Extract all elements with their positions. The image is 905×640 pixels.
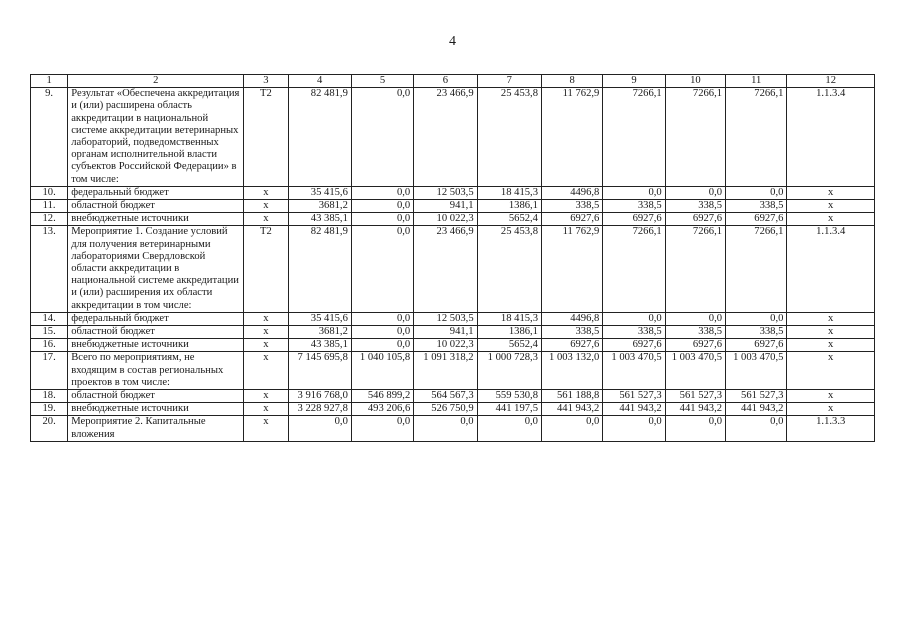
table-cell-col-12: х <box>787 213 875 226</box>
table-cell-col-5: 1 040 105,8 <box>351 352 413 390</box>
table-cell-col-9: 561 527,3 <box>603 390 665 403</box>
table-cell-col-5: 0,0 <box>351 339 413 352</box>
table-row <box>31 339 875 352</box>
table-row <box>31 200 875 213</box>
column-header-2: 2 <box>68 75 244 88</box>
table-cell-col-9: 441 943,2 <box>603 403 665 416</box>
table-cell-col-3: х <box>244 326 288 339</box>
table-cell-col-9: 0,0 <box>603 186 665 199</box>
table-cell-col-4: 7 145 695,8 <box>288 352 351 390</box>
table-cell-col-3: х <box>244 416 288 441</box>
table-cell-col-8: 11 762,9 <box>541 88 602 187</box>
table-cell-col-8: 4496,8 <box>541 186 602 199</box>
table-cell-col-10: 338,5 <box>665 326 725 339</box>
table-row <box>31 226 875 312</box>
table-cell-col-3: х <box>244 339 288 352</box>
table-cell-col-9: 338,5 <box>603 200 665 213</box>
table-cell-col-10: 561 527,3 <box>665 390 725 403</box>
table-cell-col-2: внебюджетные источники <box>68 339 244 352</box>
table-cell-col-4: 35 415,6 <box>288 312 351 325</box>
table-cell-col-2: областной бюджет <box>68 390 244 403</box>
table-cell-col-5: 0,0 <box>351 200 413 213</box>
table-cell-col-10: 6927,6 <box>665 213 725 226</box>
column-header-6: 6 <box>414 75 477 88</box>
table-cell-col-11: 338,5 <box>726 200 787 213</box>
table-cell-col-1: 18. <box>31 390 68 403</box>
header-row <box>31 75 875 88</box>
table-cell-col-4: 82 481,9 <box>288 88 351 187</box>
table-cell-col-12: х <box>787 326 875 339</box>
table-cell-col-9: 7266,1 <box>603 226 665 312</box>
table-cell-col-10: 0,0 <box>665 186 725 199</box>
table-cell-col-8: 561 188,8 <box>541 390 602 403</box>
table-cell-col-11: 0,0 <box>726 186 787 199</box>
table-cell-col-6: 526 750,9 <box>414 403 477 416</box>
table-row <box>31 326 875 339</box>
table-cell-col-6: 0,0 <box>414 416 477 441</box>
table-cell-col-5: 0,0 <box>351 186 413 199</box>
table-cell-col-10: 0,0 <box>665 416 725 441</box>
table-cell-col-5: 493 206,6 <box>351 403 413 416</box>
table-row <box>31 416 875 441</box>
table-cell-col-7: 1386,1 <box>477 200 541 213</box>
table-cell-col-12: х <box>787 403 875 416</box>
table-cell-col-6: 23 466,9 <box>414 88 477 187</box>
table-cell-col-10: 338,5 <box>665 200 725 213</box>
table-cell-col-12: х <box>787 339 875 352</box>
table-cell-col-10: 6927,6 <box>665 339 725 352</box>
table-cell-col-11: 0,0 <box>726 416 787 441</box>
table-cell-col-10: 1 003 470,5 <box>665 352 725 390</box>
table-cell-col-6: 564 567,3 <box>414 390 477 403</box>
column-header-3: 3 <box>244 75 288 88</box>
table-cell-col-1: 20. <box>31 416 68 441</box>
table-row <box>31 312 875 325</box>
column-header-9: 9 <box>603 75 665 88</box>
table-cell-col-5: 0,0 <box>351 416 413 441</box>
table-cell-col-9: 6927,6 <box>603 339 665 352</box>
table-cell-col-1: 10. <box>31 186 68 199</box>
table-cell-col-7: 1 000 728,3 <box>477 352 541 390</box>
table-cell-col-6: 1 091 318,2 <box>414 352 477 390</box>
table-row <box>31 403 875 416</box>
table-cell-col-9: 0,0 <box>603 416 665 441</box>
table-cell-col-7: 559 530,8 <box>477 390 541 403</box>
table-header <box>31 75 875 88</box>
table-cell-col-4: 3681,2 <box>288 326 351 339</box>
table-cell-col-2: внебюджетные источники <box>68 403 244 416</box>
table-cell-col-6: 12 503,5 <box>414 186 477 199</box>
table-cell-col-7: 0,0 <box>477 416 541 441</box>
table-cell-col-7: 25 453,8 <box>477 226 541 312</box>
table-cell-col-5: 546 899,2 <box>351 390 413 403</box>
table-cell-col-3: х <box>244 403 288 416</box>
table-cell-col-4: 3 228 927,8 <box>288 403 351 416</box>
table-cell-col-6: 941,1 <box>414 200 477 213</box>
table-cell-col-7: 441 197,5 <box>477 403 541 416</box>
table-cell-col-12: 1.1.3.4 <box>787 226 875 312</box>
table-cell-col-7: 1386,1 <box>477 326 541 339</box>
table-cell-col-3: х <box>244 200 288 213</box>
table-row <box>31 186 875 199</box>
column-header-5: 5 <box>351 75 413 88</box>
table-cell-col-1: 16. <box>31 339 68 352</box>
table-cell-col-3: х <box>244 213 288 226</box>
table-cell-col-6: 10 022,3 <box>414 213 477 226</box>
table-cell-col-10: 7266,1 <box>665 226 725 312</box>
table-cell-col-1: 12. <box>31 213 68 226</box>
table-cell-col-12: х <box>787 312 875 325</box>
table-cell-col-3: х <box>244 390 288 403</box>
table-cell-col-12: 1.1.3.4 <box>787 88 875 187</box>
table-cell-col-12: 1.1.3.3 <box>787 416 875 441</box>
table-cell-col-2: Мероприятие 2. Капитальные вложения <box>68 416 244 441</box>
table-cell-col-4: 3681,2 <box>288 200 351 213</box>
table-cell-col-4: 43 385,1 <box>288 213 351 226</box>
table-cell-col-12: х <box>787 200 875 213</box>
table-cell-col-2: федеральный бюджет <box>68 312 244 325</box>
table-cell-col-4: 35 415,6 <box>288 186 351 199</box>
table-cell-col-11: 6927,6 <box>726 339 787 352</box>
table-cell-col-8: 338,5 <box>541 200 602 213</box>
table-cell-col-1: 19. <box>31 403 68 416</box>
table-cell-col-1: 9. <box>31 88 68 187</box>
column-header-4: 4 <box>288 75 351 88</box>
table-cell-col-7: 5652,4 <box>477 339 541 352</box>
table-cell-col-4: 0,0 <box>288 416 351 441</box>
column-header-10: 10 <box>665 75 725 88</box>
table-cell-col-1: 14. <box>31 312 68 325</box>
table-cell-col-1: 11. <box>31 200 68 213</box>
table-cell-col-2: Результат «Обеспечена аккредитация и (или) расширена область аккредитации в национальной системе аккредитации ветеринарных лабораторий, подведомственных органам исполнительной власти субъектов Российской Федерации» в том числе: <box>68 88 244 187</box>
table-cell-col-8: 6927,6 <box>541 213 602 226</box>
table-cell-col-1: 17. <box>31 352 68 390</box>
table-cell-col-11: 7266,1 <box>726 226 787 312</box>
table-cell-col-8: 338,5 <box>541 326 602 339</box>
table-cell-col-9: 0,0 <box>603 312 665 325</box>
table-cell-col-4: 3 916 768,0 <box>288 390 351 403</box>
table-cell-col-6: 941,1 <box>414 326 477 339</box>
table-cell-col-8: 0,0 <box>541 416 602 441</box>
table-cell-col-6: 10 022,3 <box>414 339 477 352</box>
table-cell-col-5: 0,0 <box>351 312 413 325</box>
table-cell-col-2: федеральный бюджет <box>68 186 244 199</box>
column-header-7: 7 <box>477 75 541 88</box>
column-header-12: 12 <box>787 75 875 88</box>
table-cell-col-7: 5652,4 <box>477 213 541 226</box>
table-cell-col-11: 441 943,2 <box>726 403 787 416</box>
table-cell-col-1: 15. <box>31 326 68 339</box>
column-header-8: 8 <box>541 75 602 88</box>
table-cell-col-12: х <box>787 390 875 403</box>
table-cell-col-9: 1 003 470,5 <box>603 352 665 390</box>
table-cell-col-11: 338,5 <box>726 326 787 339</box>
table-cell-col-8: 441 943,2 <box>541 403 602 416</box>
table-cell-col-8: 4496,8 <box>541 312 602 325</box>
table-cell-col-11: 7266,1 <box>726 88 787 187</box>
table-cell-col-11: 1 003 470,5 <box>726 352 787 390</box>
table-cell-col-3: х <box>244 352 288 390</box>
table-cell-col-5: 0,0 <box>351 88 413 187</box>
table-cell-col-7: 18 415,3 <box>477 312 541 325</box>
table-cell-col-1: 13. <box>31 226 68 312</box>
table-cell-col-10: 441 943,2 <box>665 403 725 416</box>
table-cell-col-3: Т2 <box>244 226 288 312</box>
table-cell-col-7: 18 415,3 <box>477 186 541 199</box>
table-cell-col-8: 11 762,9 <box>541 226 602 312</box>
table-cell-col-5: 0,0 <box>351 226 413 312</box>
table-cell-col-11: 0,0 <box>726 312 787 325</box>
table-row <box>31 390 875 403</box>
table-cell-col-4: 43 385,1 <box>288 339 351 352</box>
table-cell-col-3: х <box>244 312 288 325</box>
table-row <box>31 88 875 187</box>
column-header-11: 11 <box>726 75 787 88</box>
table-cell-col-10: 7266,1 <box>665 88 725 187</box>
table-cell-col-9: 6927,6 <box>603 213 665 226</box>
table-cell-col-12: х <box>787 352 875 390</box>
table-cell-col-2: областной бюджет <box>68 200 244 213</box>
table-cell-col-2: внебюджетные источники <box>68 213 244 226</box>
table-cell-col-10: 0,0 <box>665 312 725 325</box>
table-row <box>31 352 875 390</box>
table-cell-col-5: 0,0 <box>351 213 413 226</box>
table-cell-col-9: 338,5 <box>603 326 665 339</box>
table-cell-col-4: 82 481,9 <box>288 226 351 312</box>
page-number: 4 <box>449 34 456 49</box>
table-cell-col-8: 6927,6 <box>541 339 602 352</box>
table-body <box>31 88 875 442</box>
table-cell-col-6: 23 466,9 <box>414 226 477 312</box>
table-cell-col-11: 561 527,3 <box>726 390 787 403</box>
table-cell-col-6: 12 503,5 <box>414 312 477 325</box>
table-cell-col-3: Т2 <box>244 88 288 187</box>
table-row <box>31 213 875 226</box>
table-cell-col-5: 0,0 <box>351 326 413 339</box>
table-cell-col-11: 6927,6 <box>726 213 787 226</box>
column-header-1: 1 <box>31 75 68 88</box>
budget-table <box>30 74 875 442</box>
table-cell-col-2: областной бюджет <box>68 326 244 339</box>
table-cell-col-8: 1 003 132,0 <box>541 352 602 390</box>
table-cell-col-2: Мероприятие 1. Создание условий для получения ветеринарными лабораториями Свердловской области аккредитации в национальной системе аккредитации и (или) расширения их области аккредитации в том числе: <box>68 226 244 312</box>
table-cell-col-2: Всего по мероприятиям, не входящим в состав региональных проектов в том числе: <box>68 352 244 390</box>
table-cell-col-7: 25 453,8 <box>477 88 541 187</box>
table-cell-col-12: х <box>787 186 875 199</box>
table-cell-col-9: 7266,1 <box>603 88 665 187</box>
table-cell-col-3: х <box>244 186 288 199</box>
